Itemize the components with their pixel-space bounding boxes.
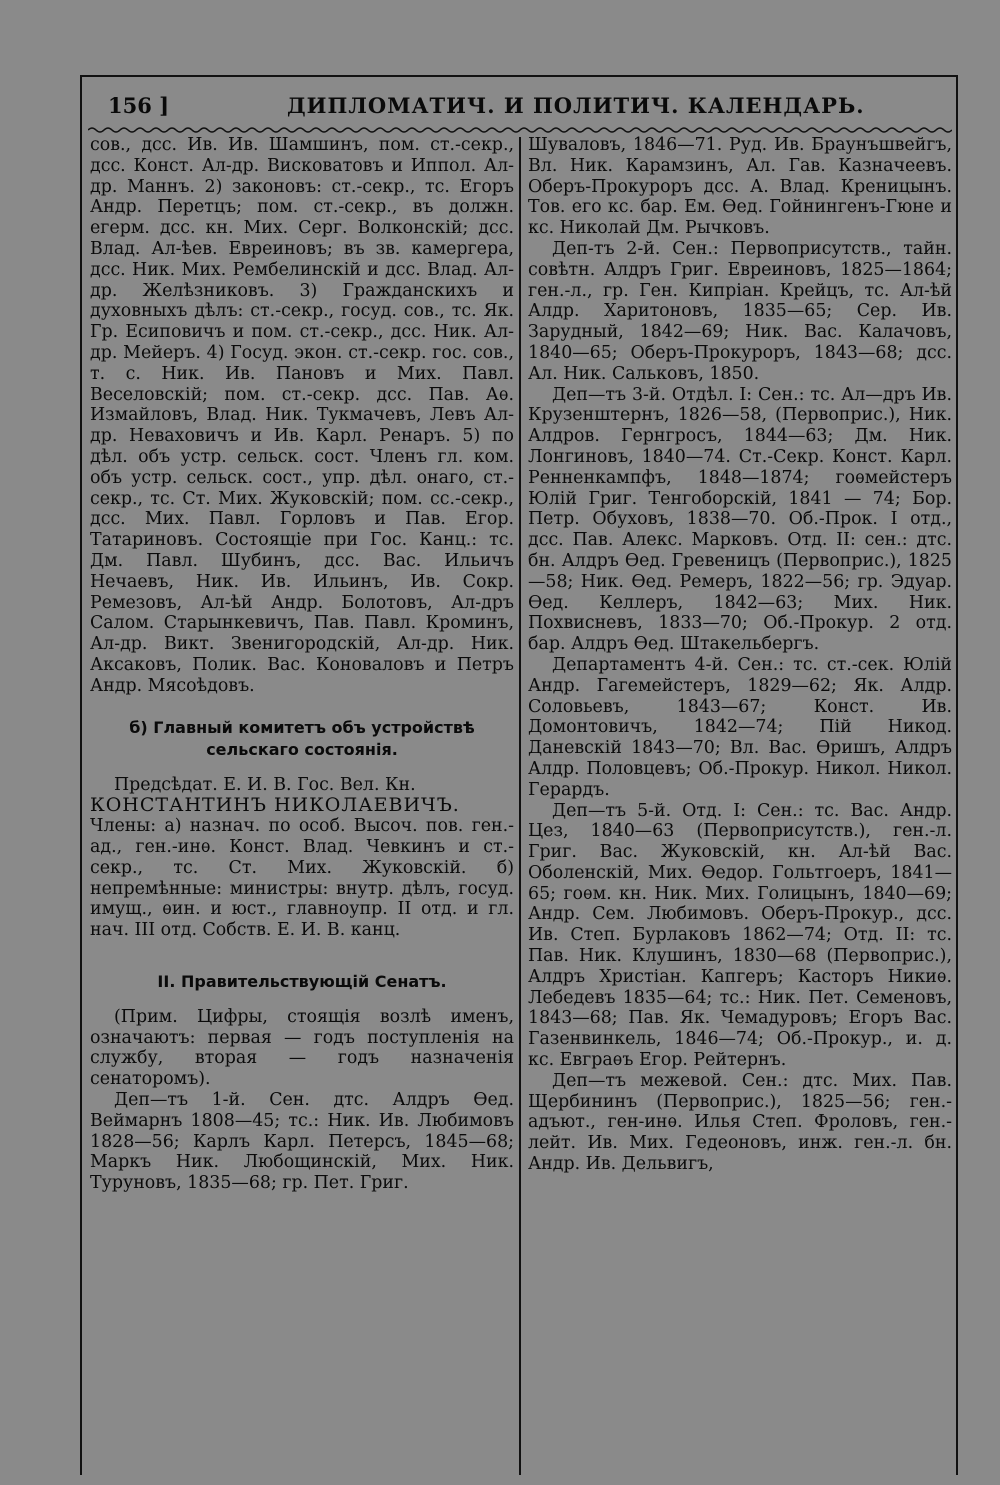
paragraph: Шуваловъ, 1846—71. Руд. Ив. Браунъшвейгъ, Вл. Ник. Карамзинъ, Ал. Гав. Казначеевъ. Оберъ-Прокуроръ дсс. А. Влад. Креницынъ. Тов. его кс. бар. Ем. Ѳед. Гойнингенъ-Гюне и кс. Николай Дм. Рычковъ. (528, 135, 952, 239)
document-page (80, 75, 958, 1475)
paragraph: Деп—тъ 1-й. Сен. дтс. Алдръ Ѳед. Веймарнъ 1808—45; тс.: Ник. Ив. Любимовъ 1828—56; Карлъ Карл. Петерсъ, 1845—68; Маркъ Ник. Любощинскій, Мих. Ник. Туруновъ, 1835—68; гр. Пет. Григ. (90, 1090, 514, 1194)
paragraph: Деп—тъ 5-й. Отд. I: Сен.: тс. Вас. Андр. Цез, 1840—63 (Первоприсутств.), ген.-л. Григ. Вас. Жуковскій, кн. Ал-ѣй Вас. Оболенскій, Мих. Ѳедор. Гольтгоеръ, 1841—65; гоѳм. кн. Ник. Мих. Голицынъ, 1840—69; Андр. Сем. Любимовъ. Оберъ-Прокур., дсс. Ив. Степ. Бурлаковъ 1862—74; Отд. II: тс. Пав. Ник. Клушинъ, 1830—68 (Первоприс.), Алдръ Христіан. Капгеръ; Касторъ Никиѳ. Лебедевъ 1835—64; тс.: Ник. Пет. Семеновъ, 1843—68; Пав. Як. Чемадуровъ; Егоръ Вас. Газенвинкель, 1846—74; Об.-Прокур., и. д. кс. Евграѳъ Егор. Рейтернъ. (528, 800, 952, 1071)
left-column (90, 135, 514, 1194)
section-heading: II. Правительствующій Сенатъ. (157, 971, 447, 991)
paragraph: Предсѣдат. Е. И. В. Гос. Вел. Кн. (114, 774, 416, 795)
paragraph: Члены: а) назнач. по особ. Высоч. пов. ген.-ад., ген.-инѳ. Конст. Влад. Чевкинъ и ст.-секр., тс. Ст. Мих. Жуковскій. б) непремѣнные: министры: внутр. дѣлъ, госуд. имущ., ѳин. и юст., главноупр. II отд. и гл. нач. III отд. Собств. Е. И. В. канц. (90, 816, 514, 941)
page-header (82, 91, 956, 123)
paragraph: Деп—тъ 3-й. Отдѣл. I: Сен.: тс. Ал—дръ Ив. Крузенштернъ, 1826—58, (Первоприс.), Ник. Алдров. Гернгросъ, 1844—63; Дм. Ник. Лонгиновъ, 1840—74. Ст.-Секр. Конст. Карл. Ренненкампфъ, 1848—1874; гоѳмейстеръ Юлій Григ. Тенгоборскій, 1841 — 74; Бор. Петр. Обуховъ, 1838—70. Об.-Прок. I отд., дсс. Пав. Алекс. Марковъ. Отд. II: сен.: дтс. бн. Алдръ Ѳед. Гревеницъ (Первоприс.), 1825—58; Ник. Ѳед. Ремеръ, 1822—56; гр. Эдуар. Ѳед. Келлеръ, 1842—63; Мих. Ник. Похвисневъ, 1833—70; Об.-Прокур. 2 отд. бар. Алдръ Ѳед. Штакельбергъ. (528, 384, 952, 655)
paragraph: Департаментъ 4-й. Сен.: тс. ст.-сек. Юлій Андр. Гагемейстеръ, 1829—62; Як. Алдр. Соловьевъ, 1843—67; Конст. Ив. Домонтовичъ, 1842—74; Пій Никод. Даневскій 1843—70; Вл. Вас. Ѳришъ, Алдръ Алдр. Половцевъ; Об.-Прокур. Никол. Никол. Герардъ. (528, 654, 952, 800)
page-number: 156 ] (108, 93, 170, 118)
paragraph: КОНСТАНТИНЪ НИКОЛАЕВИЧЪ. (90, 794, 460, 817)
wavy-rule (88, 126, 952, 134)
paragraph: Деп—тъ межевой. Сен.: дтс. Мих. Пав. Щербининъ (Первоприс.), 1825—56; ген.-адъют., ген-инѳ. Илья Степ. Фроловъ, ген.-лейт. Ив. Мих. Гедеоновъ, инж. ген.-л. бн. Андр. Ив. Дельвигъ, (528, 1070, 952, 1175)
paragraph: сов., дсс. Ив. Ив. Шамшинъ, пом. ст.-секр., дсс. Конст. Ал-др. Висковатовъ и Иппол. Ал-др. Маннъ. 2) законовъ: ст.-секр., тс. Егоръ Андр. Перетцъ; пом. ст.-секр., въ должн. егерм. дсс. кн. Мих. Серг. Волконскій; дсс. Влад. Ал-ѣев. Евреиновъ; въ зв. камергера, дсс. Ник. Мих. Рембелинскій и дсс. Влад. Ал-др. Желѣзниковъ. 3) Гражданскихъ и духовныхъ дѣлъ: ст.-секр., госуд. сов., тс. Як. Гр. Есиповичъ и пом. ст.-секр., дсс. Ник. Ал-др. Мейеръ. 4) Госуд. экон. ст.-секр. гос. сов., т. с. Ник. Ив. Пановъ и Мих. Павл. Веселовскій; пом. ст.-секр. дсс. Пав. Аѳ. Измайловъ, Влад. Ник. Тукмачевъ, Левъ Ал-др. Неваховичъ и Ив. Карл. Ренаръ. 5) по дѣл. объ устр. сельск. сост. Членъ гл. ком. объ устр. сельск. сост., упр. дѣл. онаго, ст.-секр., тс. Ст. Мих. Жуковскій; пом. сс.-секр., дсс. Мих. Павл. Горловъ и Пав. Егор. Татариновъ. Состоящіе при Гос. Канц.: тс. Дм. Павл. Шубинъ, дсс. Вас. Ильичъ Нечаевъ, Ник. Ив. Ильинъ, Ив. Сокр. Ремезовъ, Ал-ѣй Андр. Болотовъ, Ал-дръ Салом. Старынкевичъ, Пав. Павл. Кроминъ, Ал-др. Викт. Звенигородскій, Ал-др. Ник. Аксаковъ, Полик. Вас. Коноваловъ и Петръ Андр. Мясоѣдовъ. (90, 135, 514, 696)
running-title: ДИПЛОМАТИЧ. И ПОЛИТИЧ. КАЛЕНДАРЬ. (287, 93, 865, 118)
paragraph: Деп-тъ 2-й. Сен.: Первоприсутств., тайн. совѣтн. Алдръ Григ. Евреиновъ, 1825—1864; ген.-л., гр. Ген. Кипріан. Крейцъ, тс. Ал-ѣй Алдр. Харитоновъ, 1835—65; Сер. Ив. Зарудный, 1842—69; Ник. Вас. Калачовъ, 1840—65; Оберъ-Прокуроръ, 1843—68; дсс. Ал. Ник. Сальковъ, 1850. (528, 238, 952, 384)
column-divider (519, 137, 521, 1475)
right-column (528, 135, 952, 1175)
section-heading: б) Главный комитетъ объ устройствѣ сельскаго состоянія. (129, 717, 475, 759)
paragraph: (Прим. Цифры, стоящія возлѣ именъ, означаютъ: первая — годъ поступленія на службу, вторая — годъ назначенія сенаторомъ). (90, 1006, 514, 1090)
